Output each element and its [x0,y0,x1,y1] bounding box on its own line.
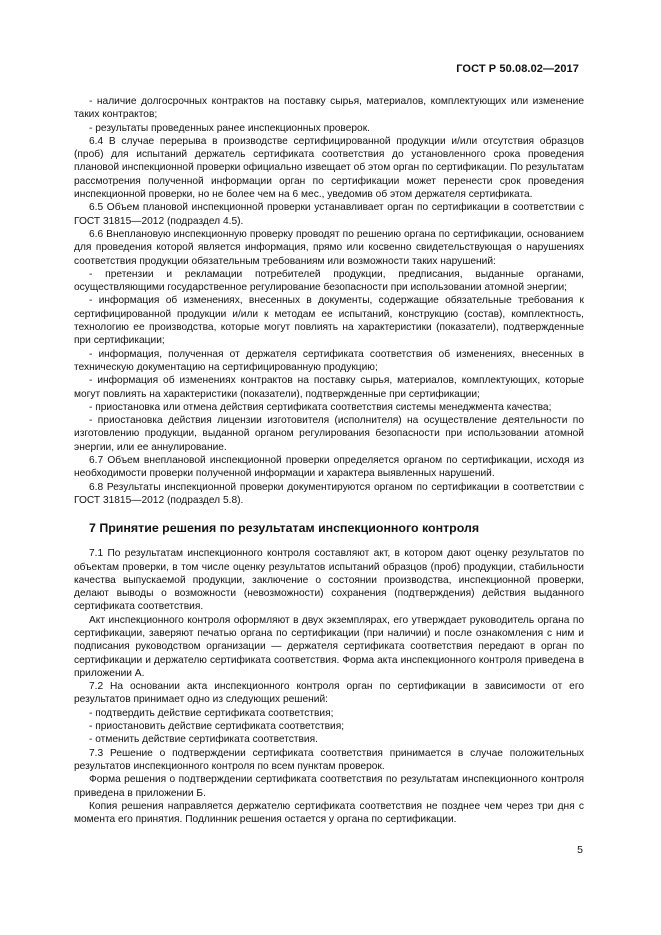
list-item: - информация, полученная от держателя сертификата соответствия об изменениях, внесенных в техническую документацию на сертифицированную продукцию; [74,348,584,373]
list-item: - претензии и рекламации потребителей продукции, предписания, выданные органами, осуществляющими государственное регулирование безопасности при использовании атомной энергии; [74,268,584,294]
paragraph: - результаты проведенных ранее инспекционных проверок. [89,122,371,134]
list-item: - информация об изменениях, внесенных в документы, содержащие обязательные требования к сертифицированной продукции и/или к методам ее испытаний, конструкцию (состав), комплектность, технологию ее производства, которые могут повлиять на характеристики (показатели), подтвержденные при сертификации; [74,295,584,347]
paragraph-6-6: 6.6 Внеплановую инспекционную проверку проводят по решению органа по сертификации, основанием для проведения которой является информация, прямо или косвенно свидетельствующая о нарушениях соответствия продукции обязательным требованиям или возможности таких нарушений: [74,228,584,267]
paragraph-6-4: 6.4 В случае перерыва в производстве сертифицированной продукции и/или отсутствия образцов (проб) для испытаний держатель сертификата соответствия до установленного срока проведения плановой инспекционной проверки официально извещает об этом орган по сертификации. По результатам рассмотрения полученной информации орган по сертификации может перенести срок проведения инспекционной проверки, но не более чем на 6 мес., уведомив об этом держателя сертификата. [74,135,584,201]
paragraph: Акт инспекционного контроля оформляют в двух экземплярах, его утверждает руководитель органа по сертификации, заверяют печатью органа по сертификации (при наличии) и после ознакомления с ним и подписания руководством организации — держателя сертификата соответствия передают в орган по сертификации и держателю сертификата соответствия. Форма акта инспекционного контроля приведена в приложении А. [74,614,584,679]
document-body [74,95,584,826]
paragraph-6-7: 6.7 Объем внеплановой инспекционной проверки определяется органом по сертификации, исходя из необходимости проверки полученной информации и характера выявленных нарушений. [74,455,584,480]
paragraph-6-5: 6.5 Объем плановой инспекционной проверки устанавливает орган по сертификации в соответствии с ГОСТ 31815—2012 (подраздел 4.5). [74,202,584,227]
paragraph-7-1: 7.1 По результатам инспекционного контроля составляют акт, в котором дают оценку результатов по объектам проверки, в том числе оценку результатов испытаний образцов (проб) продукции, стабильности качества выпускаемой продукции, заключение о состоянии производства, инспекционной проверки, делают выводы о возможности (невозможности) сохранения (подтверждения) действия выданного сертификата соответствия. [74,548,584,613]
list-item: - отменить действие сертификата соответствия. [89,734,318,746]
list-item: - подтвердить действие сертификата соответствия; [89,707,334,719]
paragraph: Форма решения о подтверждении сертификата соответствия по результатам инспекционного контроля приведена в приложении Б. [74,774,584,799]
list-item: - информация об изменениях контрактов на поставку сырья, материалов, комплектующих, которые могут повлиять на характеристики (показатели), подтвержденные при сертификации; [74,375,584,400]
list-item: - приостановка действия лицензии изготовителя (исполнителя) на осуществление деятельности по изготовлению продукции, выданной органом регулирования безопасности при использовании атомной энергии, или ее аннулирование. [74,415,584,453]
page-number: 5 [577,844,583,856]
paragraph: - наличие долгосрочных контрактов на поставку сырья, материалов, комплектующих или изменение таких контрактов; [74,96,584,121]
section-7-heading: 7 Принятие решения по результатам инспекционного контроля [89,521,480,536]
paragraph-6-8: 6.8 Результаты инспекционной проверки документируются органом по сертификации в соответствии с ГОСТ 31815—2012 (подраздел 5.8). [74,481,584,506]
document-code-header: ГОСТ Р 50.08.02—2017 [456,63,579,75]
list-item: - приостановка или отмена действия сертификата соответствия системы менеджмента качества; [89,401,552,413]
paragraph-7-2: 7.2 На основании акта инспекционного контроля орган по сертификации в зависимости от его результатов принимает одно из следующих решений: [74,681,584,706]
paragraph: Копия решения направляется держателю сертификата соответствия не позднее чем через три дня с момента его принятия. Подлинник решения остается у органа по сертификации. [74,800,584,826]
paragraph-7-3: 7.3 Решение о подтверждении сертификата соответствия принимается в случае положительных результатов инспекционного контроля по всем пунктам проверок. [74,747,584,772]
list-item: - приостановить действие сертификата соответствия; [89,721,345,733]
